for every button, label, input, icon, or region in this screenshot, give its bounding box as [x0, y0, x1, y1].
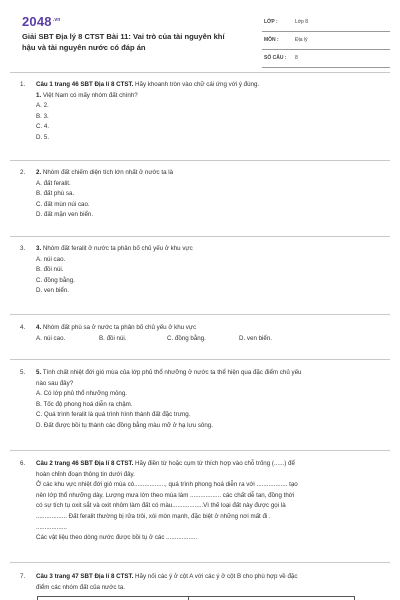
option-c[interactable]: C. Quá trình feralit là quá trình hình thành đất đặc trưng. — [36, 411, 191, 419]
question-stem: 2. Nhóm đất chiếm diện tích lớn nhất ở nước ta là — [36, 169, 174, 176]
matching-table — [37, 596, 355, 600]
meta-value: Địa lý — [295, 37, 308, 43]
question-intro: Câu 3 trang 47 SBT Địa lí 8 CTST. Hãy nối các ý ở cột A với các ý ở cột B cho phù hợp về đặc — [36, 573, 298, 580]
question-number: 5. — [20, 369, 26, 376]
question-stem: 4. Nhóm đất phù sa ở nước ta phân bố chủ yếu ở khu vực — [36, 324, 197, 331]
option-b[interactable]: B. 3. — [36, 112, 49, 120]
option-a[interactable]: A. 2. — [36, 102, 49, 110]
question-intro: Câu 1 trang 46 SBT Địa lí 8 CTST. Hãy khoanh tròn vào chữ cái ứng với ý đúng. — [36, 81, 260, 88]
option-a[interactable]: A. đất feralit. — [36, 179, 71, 187]
divider — [10, 562, 390, 563]
meta-label: SỐ CÂU : — [264, 55, 287, 61]
meta-label: MÔN : — [264, 37, 279, 43]
document-header — [10, 10, 390, 66]
option-a[interactable]: A. núi cao. — [36, 334, 66, 342]
option-d[interactable]: D. ven biển. — [239, 334, 273, 342]
option-d[interactable]: D. đất mặn ven biển. — [36, 211, 94, 219]
meta-label: LỚP : — [264, 19, 278, 25]
fill-blank-line: Ở các khu vực nhiệt đới gió mùa có.................., quá trình phong hoá diễn ra với .................. tạo — [36, 481, 298, 489]
divider — [10, 72, 390, 73]
options-row — [36, 334, 386, 345]
option-b[interactable]: B. đồi núi. — [36, 266, 64, 274]
meta-row-subject — [262, 34, 390, 50]
logo-text: 2048 — [22, 14, 52, 29]
question-number: 1. — [20, 81, 26, 88]
site-logo[interactable] — [22, 14, 61, 29]
divider — [10, 450, 390, 451]
question-number: 2. — [20, 169, 26, 176]
option-b[interactable]: B. đất phù sa. — [36, 190, 75, 198]
meta-row-count — [262, 52, 390, 68]
option-d[interactable]: D. Đất được bồi tụ thành các đồng bằng màu mỡ ở hạ lưu sông. — [36, 421, 213, 429]
option-a[interactable]: A. Có lớp phủ thổ nhưỡng mỏng. — [36, 390, 128, 398]
fill-blank-line: nên lớp thổ nhưỡng dày. Lượng mưa lớn theo mùa làm .................. các chất dễ tan, đồng thời — [36, 491, 295, 499]
question-number: 6. — [20, 460, 26, 467]
question-intro: Câu 2 trang 46 SBT Địa lí 8 CTST. Hãy điền từ hoặc cụm từ thích hợp vào chỗ trống (......) để — [36, 460, 295, 467]
meta-row-class — [262, 16, 390, 32]
question-intro-cont: điểm các nhóm đất của nước ta. — [36, 583, 126, 591]
question-number: 4. — [20, 324, 26, 331]
divider — [10, 236, 390, 237]
meta-value: Lớp 8 — [295, 19, 309, 25]
fill-blank-line: có sự tích tụ oxit sắt và oxit nhôm làm đất có màu..................Vì thế loại đất này được gọi là — [36, 502, 286, 510]
option-b[interactable]: B. đồi núi. — [99, 334, 127, 342]
question-stem-cont: nào sau đây? — [36, 379, 74, 387]
divider — [10, 314, 390, 315]
meta-panel — [262, 16, 390, 70]
option-a[interactable]: A. núi cao. — [36, 255, 66, 263]
question-number: 3. — [20, 245, 26, 252]
option-c[interactable]: C. đất mùn núi cao. — [36, 200, 90, 208]
fill-blank-line: .................. — [36, 523, 67, 531]
divider — [10, 160, 390, 161]
divider — [10, 359, 390, 360]
option-c[interactable]: C. đồng bằng. — [167, 334, 206, 342]
option-c[interactable]: C. đồng bằng. — [36, 276, 75, 284]
paragraph-line: hoàn chỉnh đoạn thông tin dưới đây. — [36, 470, 135, 478]
question-stem: 1. Việt Nam có mấy nhóm đất chính? — [36, 91, 138, 99]
question-stem: 5. Tính chất nhiệt đới gió mùa của lớp phủ thổ nhưỡng ở nước ta thể hiện qua đặc điểm chủ yếu — [36, 369, 302, 376]
logo-suffix: .vn — [52, 16, 61, 23]
option-d[interactable]: D. 5. — [36, 133, 50, 141]
option-b[interactable]: B. Tốc độ phong hoá diễn ra chậm. — [36, 400, 133, 408]
question-number: 7. — [20, 573, 26, 580]
question-stem: 3. Nhóm đất feralit ở nước ta phân bố chủ yếu ở khu vực — [36, 245, 193, 252]
meta-value: 8 — [295, 55, 298, 61]
option-c[interactable]: C. 4. — [36, 123, 50, 131]
page-title: Giải SBT Địa lý 8 CTST Bài 11: Vai trò của tài nguyên khí hậu và tài nguyên nước có đáp án — [22, 32, 225, 52]
fill-blank-line: .................. Đất feralit thường bị rửa trôi, xói mòn mạnh, đặc biệt ở những nơi mất đi . — [36, 512, 271, 520]
fill-blank-line: Các vật liệu theo dòng nước được bồi tụ ở các .................. — [36, 534, 198, 542]
option-d[interactable]: D. ven biển. — [36, 287, 70, 295]
